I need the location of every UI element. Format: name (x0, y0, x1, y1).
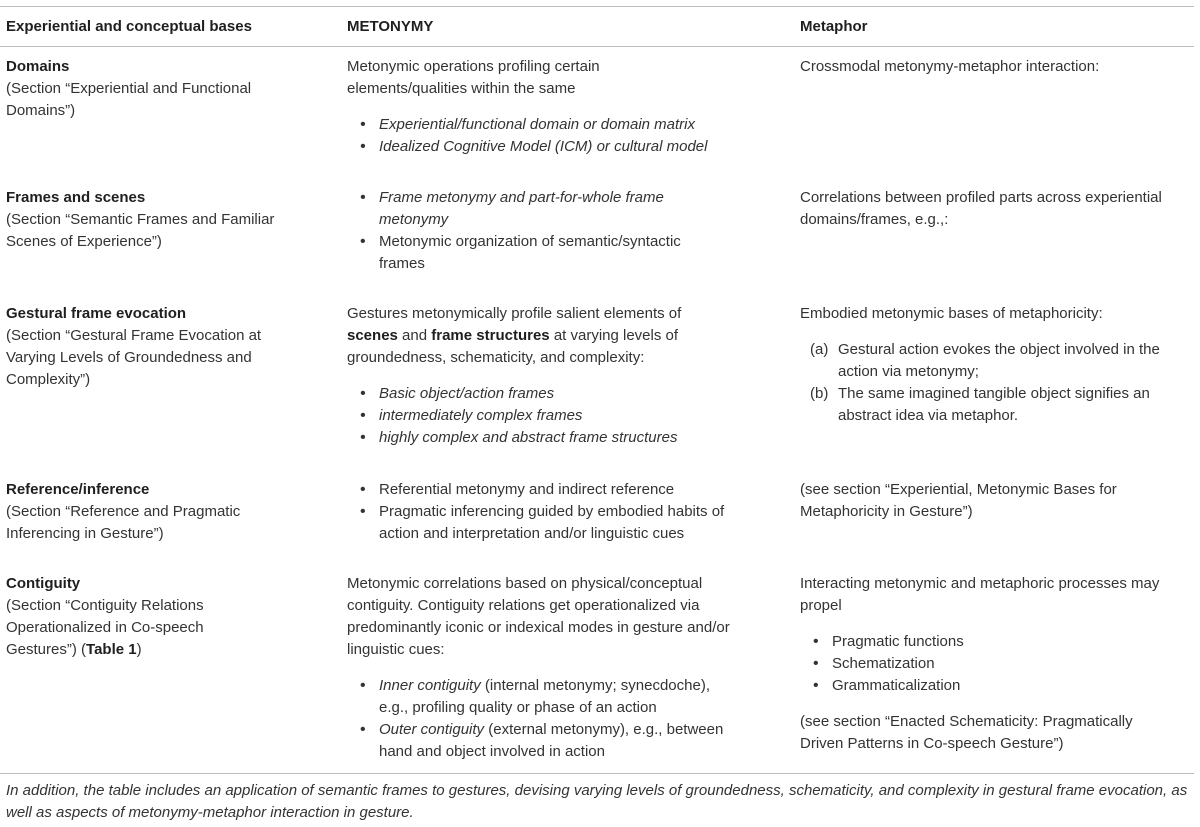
list-item: • Pragmatic inferencing guided by embodied habits of action and interpretation and/or linguistic cues (347, 501, 747, 545)
header-bases: Experiential and conceptual bases (6, 18, 252, 35)
row-section: (Section “Contiguity Relations Operationalized in Co-speech Gestures”) (Table 1) (6, 597, 204, 658)
row-title: Gestural frame evocation (6, 305, 187, 322)
metonymy-intro: Gestures metonymically profile salient elements of scenes and frame structures at varying levels of groundedness, schematicity, and complexity: (347, 305, 682, 366)
metonymy-list (347, 479, 747, 545)
metaphor-text: Crossmodal metonymy-metaphor interaction: (800, 58, 1100, 75)
list-item: • Referential metonymy and indirect reference (347, 479, 747, 501)
row-section: (Section “Reference and Pragmatic Inferencing in Gesture”) (6, 503, 241, 542)
list-item: • Experiential/functional domain or domain matrix (347, 114, 767, 136)
row-contiguity-bases (6, 573, 246, 661)
header-rule (0, 46, 1194, 47)
list-item: • Inner contiguity (internal metonymy; synecdoche), e.g., profiling quality or phase of an action (347, 675, 737, 719)
metaphor-text: Interacting metonymic and metaphoric processes may propel (800, 575, 1160, 614)
metaphor-note: (see section “Enacted Schematicity: Pragmatically Driven Patterns in Co-speech Gesture”) (800, 713, 1133, 752)
list-item: • Basic object/action frames (347, 383, 732, 405)
header-metonymy: METONYMY (347, 18, 434, 35)
metonymy-list (347, 187, 707, 275)
row-contiguity-metaphor (800, 573, 1190, 755)
row-title: Reference/inference (6, 481, 150, 498)
row-section: (Section “Experiential and Functional Domains”) (6, 80, 252, 119)
metonymy-list (347, 114, 767, 158)
list-item: • Frame metonymy and part-for-whole frame metonymy (347, 187, 707, 231)
list-item: (a) Gestural action evokes the object involved in the action via metonymy; (810, 341, 1160, 380)
list-item: (b) The same imagined tangible object signifies an abstract idea via metaphor. (810, 385, 1150, 424)
row-contiguity-metonymy (347, 573, 737, 763)
metonymy-list (347, 675, 737, 763)
row-title: Frames and scenes (6, 189, 146, 206)
metonymy-intro: Metonymic operations profiling certain elements/qualities within the same (347, 58, 600, 97)
list-item: • intermediately complex frames (347, 405, 732, 427)
list-item: • Outer contiguity (external metonymy), e.g., between hand and object involved in action (347, 719, 737, 763)
row-reference-metaphor (800, 479, 1165, 523)
metaphor-text: Embodied metonymic bases of metaphoricity: (800, 305, 1103, 322)
metonymy-list (347, 383, 732, 449)
list-item: • Grammaticalization (800, 675, 1190, 697)
metaphor-text: Correlations between profiled parts across experiential domains/frames, e.g.,: (800, 189, 1162, 228)
row-reference-bases (6, 479, 306, 545)
table-bottom-rule (0, 773, 1194, 774)
row-domains-metaphor (800, 56, 1190, 78)
table-footnote: In addition, the table includes an application of semantic frames to gestures, devising varying levels of groundedness, schematicity, and complexity in gestural frame evocation, as well as aspects of metonymy-metaphor interaction in gesture. (6, 782, 1188, 821)
list-item: • Pragmatic functions (800, 631, 1190, 653)
list-item: • highly complex and abstract frame structures (347, 427, 732, 449)
list-item: • Metonymic organization of semantic/syntactic frames (347, 231, 707, 275)
metaphor-text: (see section “Experiential, Metonymic Bases for Metaphoricity in Gesture”) (800, 481, 1117, 520)
list-item: • Schematization (800, 653, 1190, 675)
row-frames-metonymy (347, 187, 747, 275)
row-frames-bases (6, 187, 306, 253)
list-item: • Idealized Cognitive Model (ICM) or cultural model (347, 136, 767, 158)
metaphor-list (800, 339, 1190, 427)
row-gestural-bases (6, 303, 306, 391)
table-top-rule (0, 6, 1194, 7)
row-section: (Section “Gestural Frame Evocation at Varying Levels of Groundedness and Complexity”) (6, 327, 262, 388)
row-gestural-metonymy (347, 303, 732, 449)
row-section: (Section “Semantic Frames and Familiar Scenes of Experience”) (6, 211, 275, 250)
metaphor-list (800, 631, 1190, 697)
row-title: Domains (6, 58, 70, 75)
row-domains-bases (6, 56, 306, 122)
row-frames-metaphor (800, 187, 1190, 231)
row-title: Contiguity (6, 575, 81, 592)
row-gestural-metaphor (800, 303, 1190, 427)
row-domains-metonymy (347, 56, 708, 158)
row-reference-metonymy (347, 479, 747, 545)
header-metaphor: Metaphor (800, 18, 868, 35)
metonymy-intro: Metonymic correlations based on physical/conceptual contiguity. Contiguity relations get operationalized via predominantly iconic or indexical modes in gesture and/or linguistic cues: (347, 575, 730, 658)
